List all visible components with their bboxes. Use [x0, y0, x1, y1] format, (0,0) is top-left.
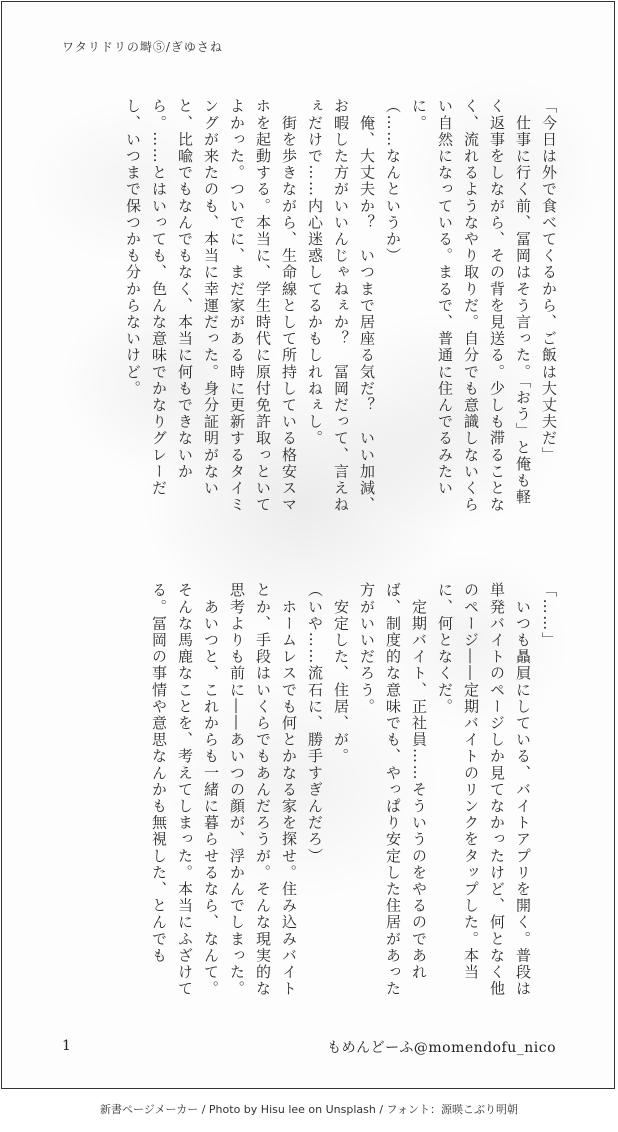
paragraph: 仕事に行く前、冨岡はそう言った。「おう」と俺も軽く返事をしながら、その背を見送る。少しも滞ることなく、流れるようなやり取りだ。自分でも意識しないくらい自然になっている。まるで、普通に住んでるみたいに。 [410, 98, 532, 513]
paragraph: （いや……流石に、勝手すぎんだろ） [306, 582, 324, 865]
paragraph: 俺、大丈夫か？ いつまで居座る気だ？ いい加減、お暇した方がいいんじゃねぇか？ 冨岡だって、言えねぇだけで……内心迷惑してるかもしれねぇし。 [306, 98, 376, 513]
paragraph: ホームレスでも何とかなる家を探せ。住み込みバイトとか、手段はいくらでもあんだろうが。そんな現実的な思考よりも前に――あいつの顔が、浮かんでしまった。 [228, 582, 298, 997]
page-title: ワタリドリの塒⑤/ぎゆさね [62, 40, 223, 54]
paragraph: 「今日は外で食べてくるから、ご飯は大丈夫だ」 [540, 98, 558, 464]
author-credit: もめんどーふ@momendofu_nico [327, 1040, 556, 1056]
paragraph: あいつと、これからも一緒に暮らせるなら、なんて。そんな馬鹿なことを、考えてしまった。本当にふざけてる。冨岡の事情や意思なんかも無視した、とんでも [150, 582, 220, 997]
paragraph: 定期バイト、正社員……そういうのをやるのであれば、制度的な意味でも、やっぱり安定した住居があった方がいいだろう。 [358, 582, 428, 997]
page-number: 1 [62, 1038, 71, 1054]
upper-text-block [72, 98, 562, 518]
paragraph: 安定した、住居、が。 [332, 582, 350, 765]
novel-page [1, 1, 615, 1089]
paragraph: 「……」 [540, 582, 558, 649]
paragraph: 街を歩きながら、生命線として所持している格安スマホを起動する。本当に、学生時代に原付免許取っといてよかった。ついでに、まだ家がある時に更新するタイミングが来たのも、本当に幸運だった。身分証明がないと、比喩でもなんでもなく、本当に何もできないから。……とはいっても、色んな意味でかなりグレーだし、いつまで保つかも分からないけど。 [124, 98, 298, 513]
paragraph: いつも贔屓にしている、バイトアプリを開く。普段は単発バイトのページしか見てなかったけど、何となく他のページ――定期バイトのリンクをタップした。本当に、何となくだ。 [436, 582, 532, 997]
lower-text-block [72, 582, 562, 1002]
paragraph: （……なんというか） [384, 98, 402, 264]
footer-credits: 新書ページメーカー / Photo by Hisu lee on Unsplash / フォント：源暎こぶり明朝 [100, 1103, 518, 1116]
